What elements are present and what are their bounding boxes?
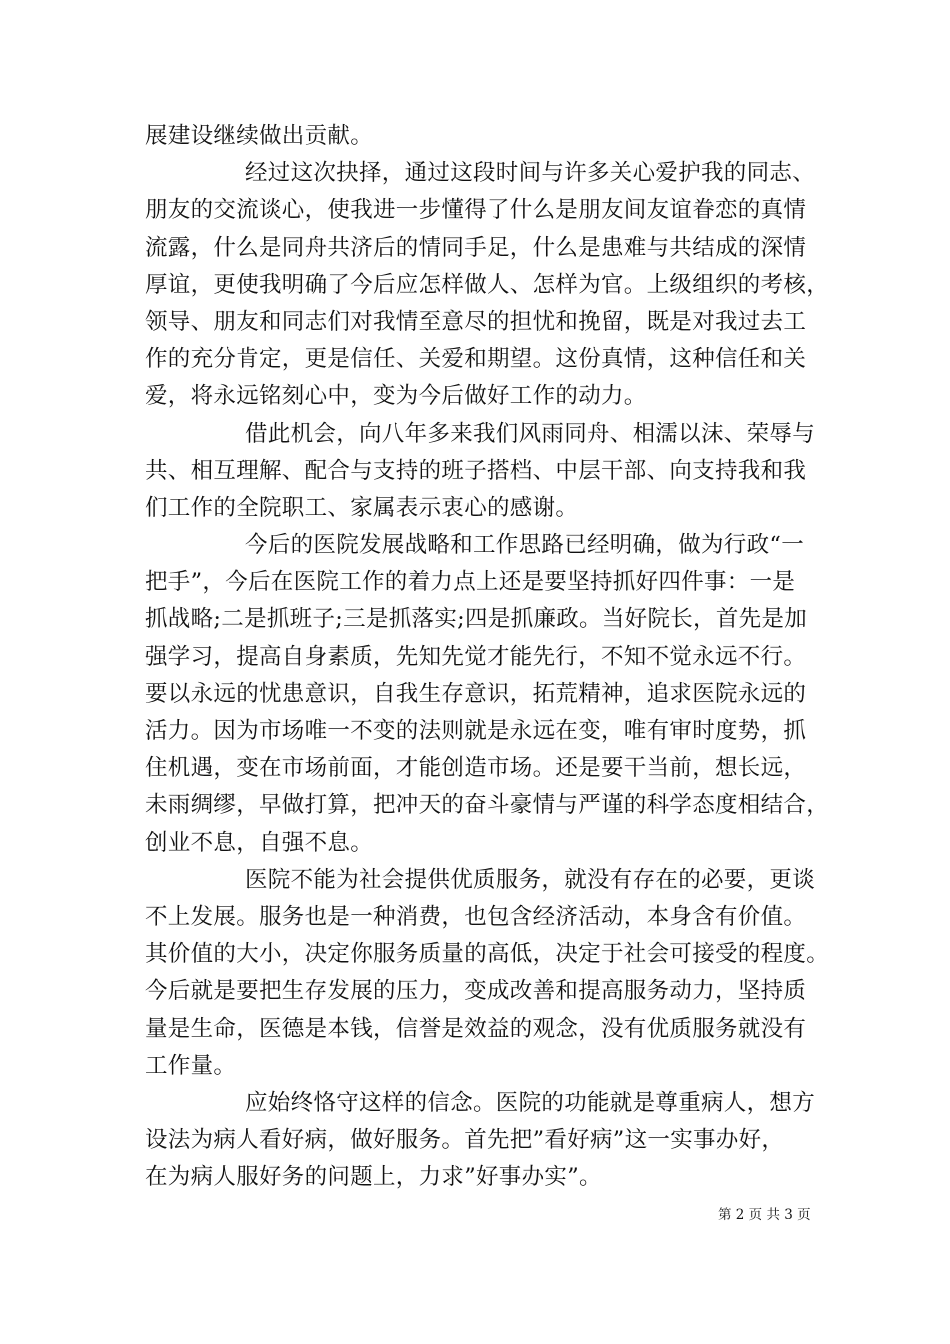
text-line: 作的充分肯定，更是信任、关爱和期望。这份真情，这种信任和关 xyxy=(145,346,807,373)
text-line: 抓战略;二是抓班子;三是抓落实;四是抓廉政。当好院长，首先是加 xyxy=(145,606,808,633)
text-line: 强学习，提高自身素质，先知先觉才能先行，不知不觉永远不行。 xyxy=(145,643,807,670)
text-line: 在为病人服好务的问题上，力求”好事办实”。 xyxy=(145,1164,602,1191)
text-line: 工作量。 xyxy=(145,1052,237,1079)
text-line: 们工作的全院职工、家属表示衷心的感谢。 xyxy=(145,494,579,521)
text-line: 其价值的大小，决定你服务质量的高低，决定于社会可接受的程度。 xyxy=(145,941,830,968)
text-line: 流露，什么是同舟共济后的情同手足，什么是患难与共结成的深情 xyxy=(145,234,807,261)
text-line: 今后就是要把生存发展的压力，变成改善和提高服务动力，坚持质 xyxy=(145,978,807,1005)
text-line: 住机遇，变在市场前面，才能创造市场。还是要干当前，想长远， xyxy=(145,755,807,782)
text-line: 要以永远的忧患意识，自我生存意识，拓荒精神，追求医院永远的 xyxy=(145,680,807,707)
paragraph-start-line: 经过这次抉择，通过这段时间与许多关心爱护我的同志、 xyxy=(245,160,816,187)
paragraph-start-line: 借此机会，向八年多来我们风雨同舟、相濡以沫、荣辱与 xyxy=(245,420,816,447)
text-line: 活力。因为市场唯一不变的法则就是永远在变，唯有审时度势，抓 xyxy=(145,718,807,744)
text-line: 设法为病人看好病，做好服务。首先把”看好病”这一实事办好， xyxy=(145,1127,785,1154)
paragraph-start-line: 医院不能为社会提供优质服务，就没有存在的必要，更谈 xyxy=(245,866,816,893)
text-line: 共、相互理解、配合与支持的班子搭档、中层干部、向支持我和我 xyxy=(145,457,807,484)
text-line: 不上发展。服务也是一种消费，也包含经济活动，本身含有价值。 xyxy=(145,903,807,930)
text-line: 未雨绸缪，早做打算，把冲天的奋斗豪情与严谨的科学态度相结合， xyxy=(145,792,830,819)
paragraph-start-line: 今后的医院发展战略和工作思路已经明确，做为行政“一 xyxy=(245,532,805,559)
text-line: 朋友的交流谈心，使我进一步懂得了什么是朋友间友谊眷恋的真情 xyxy=(145,197,807,224)
text-line: 厚谊，更使我明确了今后应怎样做人、怎样为官。上级组织的考核， xyxy=(145,271,830,298)
text-line: 展建设继续做出贡献。 xyxy=(145,123,374,149)
document-body xyxy=(145,118,830,1196)
text-line: 爱，将永远铭刻心中，变为今后做好工作的动力。 xyxy=(145,383,647,410)
text-line: 把手”，今后在医院工作的着力点上还是要坚持抓好四件事：一是 xyxy=(145,569,796,596)
text-line: 领导、朋友和同志们对我情至意尽的担忧和挽留，既是对我过去工 xyxy=(145,308,807,335)
text-line: 量是生命，医德是本钱，信誉是效益的观念，没有优质服务就没有 xyxy=(145,1015,807,1042)
text-line: 创业不息，自强不息。 xyxy=(145,829,374,856)
paragraph-start-line: 应始终恪守这样的信念。医院的功能就是尊重病人，想方 xyxy=(245,1089,816,1116)
page-number: 第 2 页 共 3 页 xyxy=(718,1207,811,1223)
